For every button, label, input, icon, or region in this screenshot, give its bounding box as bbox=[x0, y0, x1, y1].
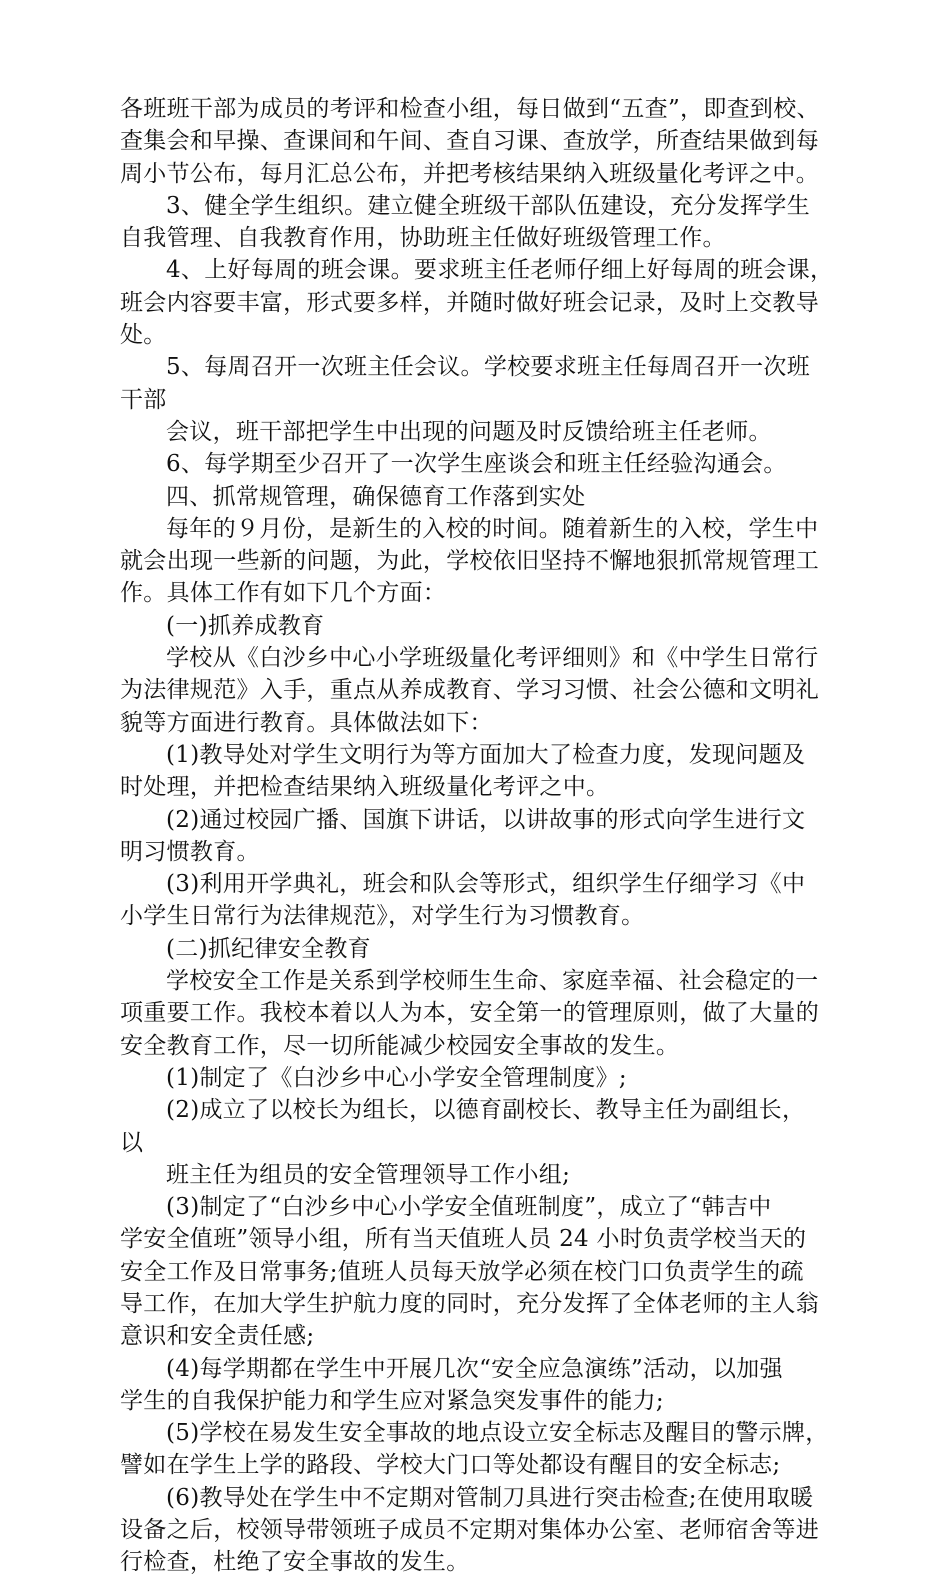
text-line: 项重要工作。我校本着以人为本，安全第一的管理原则，做了大量的 bbox=[120, 1000, 819, 1027]
text-line: 学安全值班”领导小组，所有当天值班人员 24 小时负责学校当天的 bbox=[120, 1226, 807, 1253]
text-line: 学校安全工作是关系到学校师生生命、家庭幸福、社会稳定的一 bbox=[166, 968, 819, 995]
text-line: 意识和安全责任感; bbox=[120, 1323, 315, 1350]
text-line: 设备之后，校领导带领班子成员不定期对集体办公室、老师宿舍等进 bbox=[120, 1517, 819, 1544]
text-line: 安全工作及日常事务;值班人员每天放学必须在校门口负责学生的疏 bbox=[120, 1258, 804, 1285]
text-line: (3)利用开学典礼，班会和队会等形式，组织学生仔细学习《中 bbox=[166, 871, 806, 898]
text-line: 为法律规范》入手，重点从养成教育、学习习惯、社会公德和文明礼 bbox=[120, 677, 819, 704]
text-line: (1)制定了《白沙乡中心小学安全管理制度》; bbox=[166, 1064, 627, 1091]
text-line: 各班班干部为成员的考评和检查小组，每日做到“五查”，即查到校、 bbox=[120, 96, 820, 122]
text-line: 譬如在学生上学的路段、学校大门口等处都设有醒目的安全标志; bbox=[120, 1452, 781, 1479]
text-line: (二)抓纪律安全教育 bbox=[166, 935, 371, 962]
text-line: 处。 bbox=[120, 322, 167, 349]
text-line: 自我管理、自我教育作用，协助班主任做好班级管理工作。 bbox=[120, 225, 726, 252]
text-line: 周小节公布，每月汇总公布，并把考核结果纳入班级量化考评之中。 bbox=[120, 160, 819, 187]
text-line: 班会内容要丰富，形式要多样，并随时做好班会记录，及时上交教导 bbox=[120, 289, 819, 316]
text-line: 5、每周召开一次班主任会议。学校要求班主任每周召开一次班 bbox=[166, 354, 811, 381]
text-line: 会议，班干部把学生中出现的问题及时反馈给班主任老师。 bbox=[166, 418, 772, 445]
text-line: 行检查，杜绝了安全事故的发生。 bbox=[120, 1549, 470, 1576]
text-line: 四、抓常规管理，确保德育工作落到实处 bbox=[166, 483, 586, 510]
text-line: 明习惯教育。 bbox=[120, 838, 260, 865]
text-line: 干部 bbox=[120, 386, 167, 413]
text-line: 每年的９月份，是新生的入校的时间。随着新生的入校，学生中 bbox=[166, 515, 819, 542]
text-line: 安全教育工作，尽一切所能减少校园安全事故的发生。 bbox=[120, 1032, 680, 1059]
text-line: (5)学校在易发生安全事故的地点设立安全标志及醒目的警示牌， bbox=[166, 1420, 829, 1447]
text-line: 就会出现一些新的问题，为此，学校依旧坚持不懈地狠抓常规管理工 bbox=[120, 548, 819, 575]
text-line: 貌等方面进行教育。具体做法如下： bbox=[120, 709, 493, 736]
text-line: 查集会和早操、查课间和午间、查自习课、查放学，所查结果做到每 bbox=[120, 128, 819, 155]
text-line: 以 bbox=[120, 1129, 144, 1156]
document-body bbox=[120, 93, 840, 1579]
text-line: 6、每学期至少召开了一次学生座谈会和班主任经验沟通会。 bbox=[166, 451, 787, 478]
text-line: 导工作，在加大学生护航力度的同时，充分发挥了全体老师的主人翁 bbox=[120, 1290, 819, 1317]
text-line: (1)教导处对学生文明行为等方面加大了检查力度，发现问题及 bbox=[166, 741, 806, 768]
text-line: 学生的自我保护能力和学生应对紧急突发事件的能力; bbox=[120, 1387, 664, 1414]
text-line: 4、上好每周的班会课。要求班主任老师仔细上好每周的班会课， bbox=[166, 257, 834, 284]
text-line: (6)教导处在学生中不定期对管制刀具进行突击检查;在使用取暖 bbox=[166, 1484, 814, 1511]
text-line: (3)制定了“白沙乡中心小学安全值班制度”，成立了“韩吉中 bbox=[166, 1194, 772, 1221]
text-line: 时处理，并把检查结果纳入班级量化考评之中。 bbox=[120, 774, 610, 801]
text-line: 学校从《白沙乡中心小学班级量化考评细则》和《中学生日常行 bbox=[166, 645, 819, 672]
text-line: (4)每学期都在学生中开展几次“安全应急演练”活动，以加强 bbox=[166, 1355, 783, 1382]
text-line: 3、健全学生组织。建立健全班级干部队伍建设，充分发挥学生 bbox=[166, 192, 811, 219]
text-line: 作。具体工作有如下几个方面： bbox=[120, 580, 447, 607]
text-line: (2)通过校园广播、国旗下讲话，以讲故事的形式向学生进行文 bbox=[166, 806, 806, 833]
text-line: 班主任为组员的安全管理领导工作小组; bbox=[166, 1161, 571, 1188]
text-line: (一)抓养成教育 bbox=[166, 612, 325, 639]
text-line: 小学生日常行为法律规范》，对学生行为习惯教育。 bbox=[120, 903, 645, 930]
text-line: (2)成立了以校长为组长，以德育副校长、教导主任为副组长， bbox=[166, 1097, 806, 1124]
